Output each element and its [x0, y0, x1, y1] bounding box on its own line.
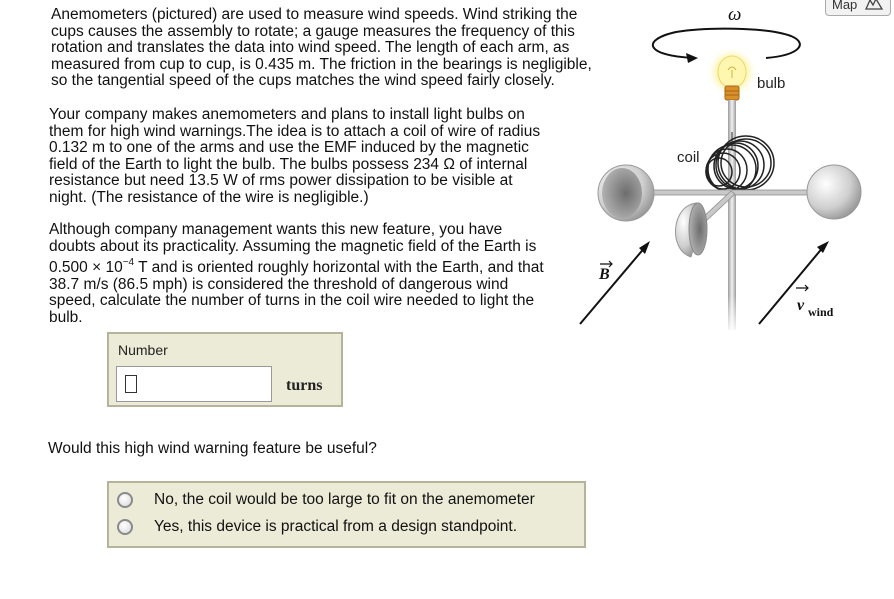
- problem-line-with-exponent: [49, 257, 544, 277]
- svg-text:v: v: [797, 297, 805, 314]
- svg-text:wind: wind: [808, 305, 834, 319]
- problem-line: resistance but need 13.5 W of rms power dissipation to be visible at: [49, 172, 513, 190]
- problem-line: night. (The resistance of the wire is negligible.): [49, 188, 369, 206]
- radio-button[interactable]: [117, 492, 133, 508]
- problem-paragraph-2: [49, 107, 540, 207]
- problem-line: 0.132 m to one of the arms and use the EMF induced by the magnetic: [49, 139, 529, 157]
- b-field-label: [598, 261, 612, 283]
- problem-line: Your company makes anemometers and plans to install light bulbs on: [49, 106, 525, 123]
- problem-paragraph-3: [49, 222, 544, 327]
- b-field-arrow-icon: [580, 241, 650, 324]
- choice-option-yes[interactable]: [117, 517, 517, 537]
- problem-line: speed, calculate the number of turns in the coil wire needed to light the: [49, 292, 535, 310]
- problem-line: measured from cup to cup, is 0.435 m. The friction in the bearings is negligible,: [51, 55, 592, 73]
- answer-label: Number: [118, 342, 168, 358]
- field-rest: T and is oriented roughly horizontal with the Earth, and that: [134, 259, 544, 277]
- problem-line: bulb.: [49, 308, 83, 326]
- choice-label: No, the coil would be too large to fit on the anemometer: [154, 491, 535, 508]
- coil-label: coil: [677, 149, 700, 166]
- problem-line: rotation and translates the data into wind speed. The length of each arm, as: [51, 39, 570, 57]
- cup-right-icon: [807, 165, 861, 219]
- problem-line: doubts about its practicality. Assuming the magnetic field of the Earth is: [49, 237, 537, 255]
- problem-line: Anemometers (pictured) are used to measure wind speeds. Wind striking the: [51, 6, 578, 23]
- choice-panel: [107, 481, 586, 548]
- input-cursor: [125, 375, 137, 393]
- bulb-icon: [706, 46, 758, 100]
- turns-input[interactable]: [116, 366, 272, 402]
- choice-label: Yes, this device is practical from a design standpoint.: [154, 518, 518, 535]
- bulb-label: bulb: [757, 75, 786, 92]
- problem-paragraph-1: [51, 7, 592, 90]
- svg-text:B: B: [599, 266, 610, 283]
- radio-button[interactable]: [117, 519, 133, 535]
- question-text: Would this high wind warning feature be useful?: [48, 440, 377, 457]
- problem-line: so the tangential speed of the cups matches the wind speed fairly closely.: [51, 72, 555, 90]
- cup-front-icon: [675, 203, 707, 257]
- problem-line: cups causes the assembly to rotate; a gauge measures the frequency of this: [51, 22, 575, 40]
- wind-velocity-label: [796, 285, 834, 319]
- omega-label: ω: [728, 4, 742, 25]
- anemometer-figure: [576, 0, 894, 340]
- unit-label: turns: [286, 377, 323, 394]
- problem-line: Although company management wants this new feature, you have: [49, 221, 503, 238]
- answer-panel: [107, 332, 343, 407]
- choice-option-no[interactable]: [117, 490, 535, 510]
- field-mantissa: 0.500 × 10: [49, 259, 123, 277]
- field-exponent: −4: [122, 257, 135, 269]
- problem-line: them for high wind warnings.The idea is to attach a coil of wire of radius: [49, 122, 541, 140]
- cup-left-icon: [598, 165, 654, 221]
- coil-icon: [706, 132, 774, 193]
- problem-line: 38.7 m/s (86.5 mph) is considered the threshold of dangerous wind: [49, 275, 509, 293]
- map-button-label: Map: [832, 0, 858, 12]
- problem-line: field of the Earth to light the bulb. The bulbs possess 234 Ω of internal: [49, 155, 528, 173]
